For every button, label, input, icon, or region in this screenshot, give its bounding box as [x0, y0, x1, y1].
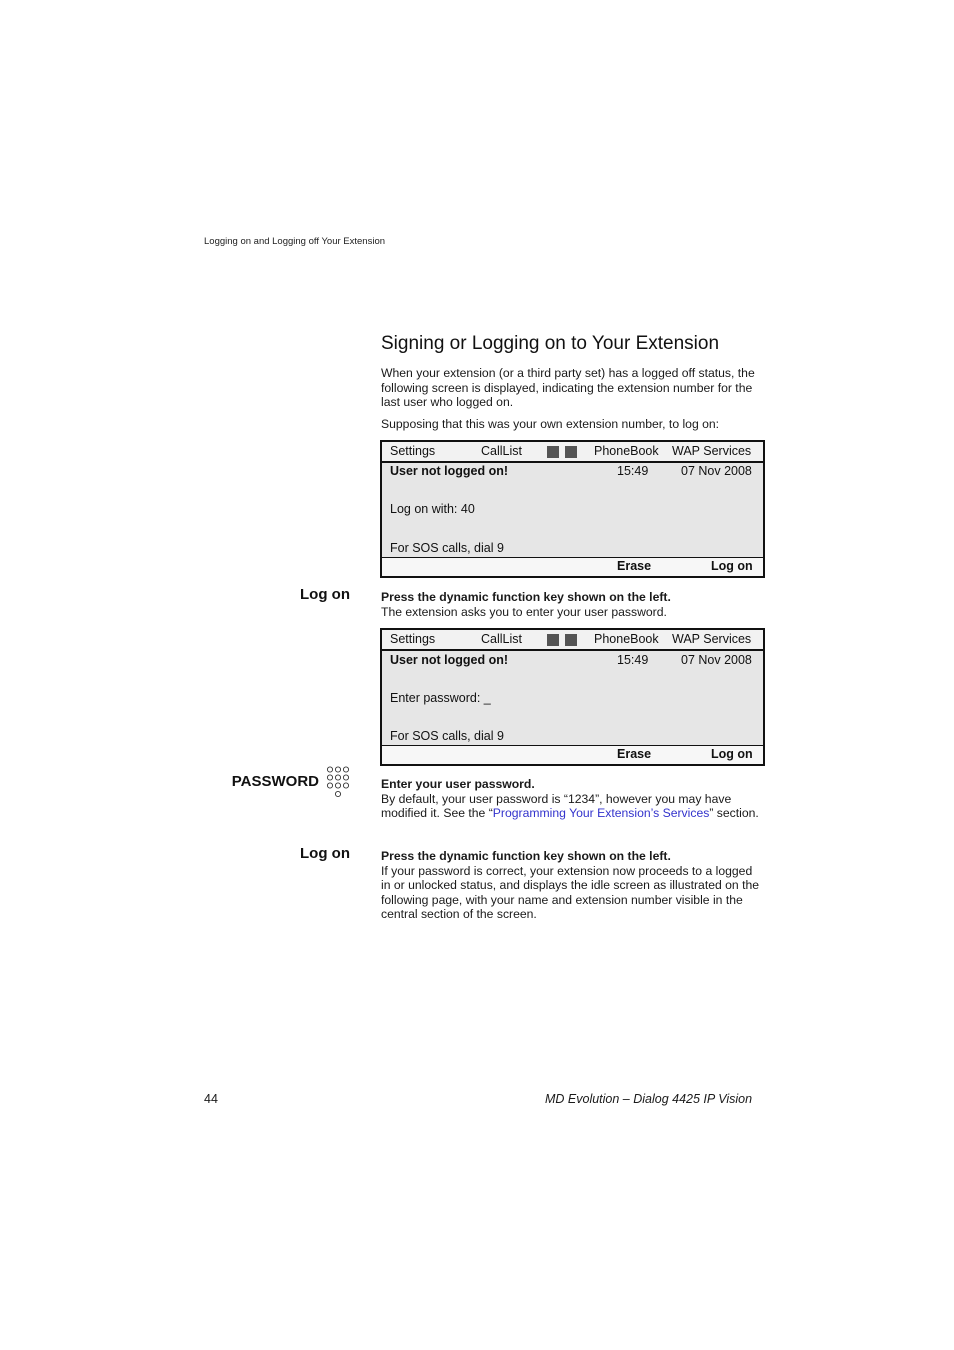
display-date: 07 Nov 2008	[681, 653, 752, 667]
page-number: 44	[204, 1092, 218, 1106]
step3-detail: If your password is correct, your extension now proceeds to a logged in or unlocked status, and displays the idle screen as illustrated on the following page, with your name and extension number visible in the central section of the screen.	[381, 863, 760, 922]
status-line: User not logged on!	[390, 464, 509, 478]
step3-instruction: Press the dynamic function key shown on the left.	[381, 849, 671, 863]
menu-settings: Settings	[390, 632, 436, 646]
logon-with-line: Log on with: 40	[390, 502, 475, 516]
menu-calllist: CallList	[481, 444, 522, 458]
step2-instruction: Enter your user password.	[381, 777, 535, 791]
step-label-logon-final: Log on	[300, 845, 350, 862]
display-menu-bar	[382, 442, 763, 463]
intro-paragraph	[381, 366, 761, 410]
step1-detail: The extension asks you to enter your user password.	[381, 604, 667, 619]
menu-calllist: CallList	[481, 632, 522, 646]
status-indicator-icon	[547, 634, 583, 649]
display-date: 07 Nov 2008	[681, 464, 752, 478]
intro-text: When your extension (or a third party set) has a logged off status, the following screen is displayed, indicating the extension number for the last user who logged on.	[381, 366, 755, 410]
phone-display-logon	[380, 440, 765, 578]
softkey-erase[interactable]: Erase	[617, 559, 652, 573]
enter-password-line: Enter password: _	[390, 691, 491, 705]
menu-phonebook: PhoneBook	[594, 632, 659, 646]
programming-services-link[interactable]: Programming Your Extension’s Services	[492, 806, 710, 821]
running-header: Logging on and Logging off Your Extension	[204, 236, 386, 247]
step3-text	[381, 849, 761, 922]
softkey-logon[interactable]: Log on	[711, 747, 753, 761]
step2-detail-b: ” section.	[709, 806, 759, 821]
keypad-icon	[326, 766, 350, 800]
phone-display-password	[380, 628, 765, 766]
sos-line: For SOS calls, dial 9	[390, 729, 504, 743]
supposing-paragraph	[381, 417, 761, 432]
menu-phonebook: PhoneBook	[594, 444, 659, 458]
display-body	[382, 463, 763, 557]
display-menu-bar	[382, 630, 763, 651]
status-line: User not logged on!	[390, 653, 509, 667]
step1-text	[381, 590, 761, 619]
softkey-logon[interactable]: Log on	[711, 559, 753, 573]
menu-wap-services: WAP Services	[672, 632, 752, 646]
menu-wap-services: WAP Services	[672, 444, 752, 458]
softkey-bar	[382, 745, 763, 764]
section-title: Signing or Logging on to Your Extension	[381, 333, 720, 354]
step2-detail-a: By default, your user password is “1234”, however you may have modified it. See the “	[381, 791, 732, 821]
supposing-text: Supposing that this was your own extension number, to log on:	[381, 417, 720, 431]
sos-line: For SOS calls, dial 9	[390, 541, 504, 555]
display-time: 15:49	[617, 464, 649, 478]
step2-text	[381, 777, 761, 821]
menu-settings: Settings	[390, 444, 436, 458]
step-label-logon: Log on	[300, 586, 350, 603]
display-time: 15:49	[617, 653, 649, 667]
step-label-password: PASSWORD	[231, 773, 319, 790]
document-title: MD Evolution – Dialog 4425 IP Vision	[545, 1092, 753, 1106]
softkey-bar	[382, 557, 763, 576]
step2-detail	[381, 792, 761, 821]
softkey-erase[interactable]: Erase	[617, 747, 652, 761]
step1-instruction: Press the dynamic function key shown on the left.	[381, 590, 671, 604]
status-indicator-icon	[547, 446, 583, 461]
display-body	[382, 651, 763, 745]
